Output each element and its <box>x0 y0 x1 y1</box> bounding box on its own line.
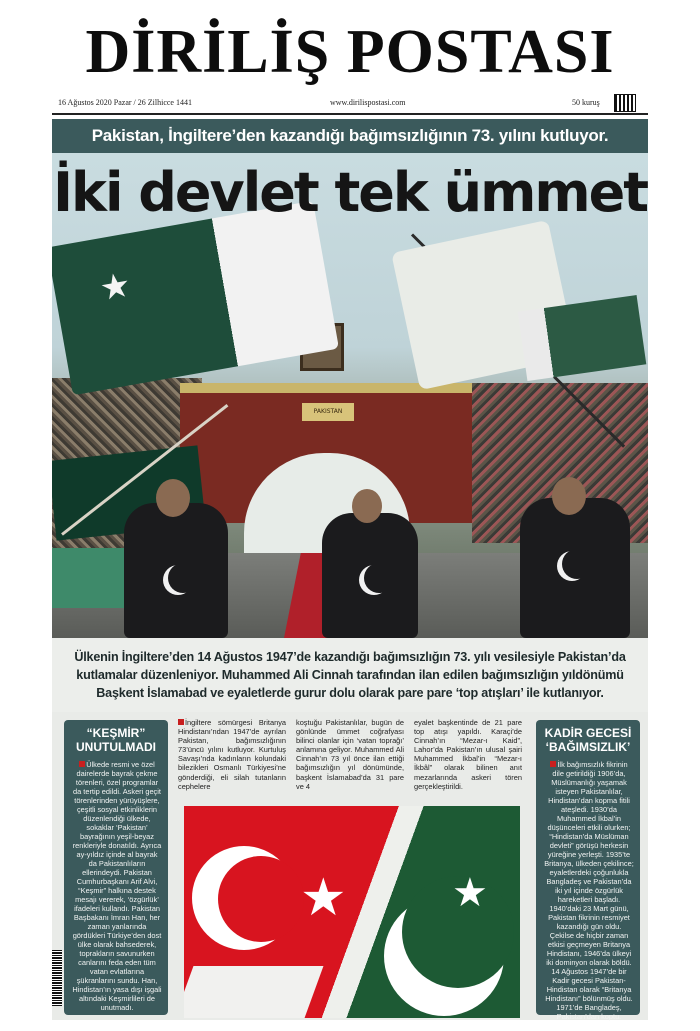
sidebar-box-right <box>536 720 640 1021</box>
sidebar-title-left: “KEŞMİR” UNUTULMADI <box>76 726 156 754</box>
sidebar-body-left <box>72 760 162 1012</box>
turkey-crescent-cut <box>218 856 304 942</box>
celebrant-head <box>156 479 190 517</box>
crescent-icon <box>168 563 198 593</box>
article-column: eyalet başkentinde de 21 pare top atışı yapıldı. Karaçi’de Cinnah’ın “Mezar-ı Kaid”, Lahor’da Pakistan’ın ulusal şairi Muhammed İkbal’in “Mezar-ı İkbâl” olarak bilinen anıt mezarlarında askeri tören gerçekleştirildi. <box>414 718 522 791</box>
issue-date: 16 Ağustos 2020 Pazar / 26 Zilhicce 1441 <box>58 98 192 107</box>
article-columns <box>178 718 528 802</box>
lead-photo <box>52 153 648 638</box>
pakistan-flag-white-band <box>184 966 323 1018</box>
barcode-icon <box>52 950 62 1006</box>
newspaper-front-page <box>52 12 648 1020</box>
bottom-section <box>52 712 648 1020</box>
sidebar-body-right <box>544 760 634 1021</box>
kicker-bar <box>52 119 648 153</box>
star-icon: ★ <box>300 868 347 928</box>
main-headline: İki devlet tek ümmet <box>52 161 648 224</box>
red-square-marker-icon <box>79 761 85 767</box>
pakistan-flag-right <box>518 295 647 381</box>
red-square-marker-icon <box>178 719 184 725</box>
sidebar-text-left: Ülkede resmi ve özel dairelerde bayrak çekme törenleri, özel programlar da tertip edildi. Askeri geçit törenlerinden yürüyüşlere, çeşitli sosyal etkinliklerin düzenlendiği ülkede, sokaklar ‘Pakistan’ bayrağının yeşil-beyaz renkleriyle donatıldı. Ayrıca ay-yıldız içinde al bayrak da Pakistanlıların ellerindeydi. Pakistan Cumhurbaşkanı Arif Alvi, “Keşmir” halkına destek mesajı vererek, ‘özgürlük’ ifadeleri kullandı. Pakistan Başbakanı İmran Han, her zaman yanlarında gördükleri Türkiye’den dost ülke olarak bahsederek, toprakların savunurken canlarını feda eden tüm vatan evlatlarına şükranlarını sundu. Han, Hindistan’ın yasa dışı işgali altındaki Keşmirlileri de unutmadı. <box>72 760 162 1012</box>
sidebar-box-left <box>64 720 168 1015</box>
star-icon: ★ <box>96 264 134 310</box>
masthead-rule <box>52 113 648 115</box>
newspaper-logo: DİRİLİŞ POSTASI <box>85 18 615 86</box>
crescent-icon <box>364 563 394 593</box>
sidebar-title-right: KADİR GECESİ ‘BAĞIMSIZLIK’ <box>544 726 632 754</box>
crescent-icon <box>562 549 592 579</box>
star-icon: ★ <box>452 870 488 916</box>
sidebar-text-right: İlk bağımsızlık fikrinin dile getirildiği 1906’da, Müslümanlığı yaşamak isteyen Pakistanlılar, Hindistan’dan kopma fitili ateşledi. 1930’da Muhammed İkbal’in düşünceleri etkili olurken; “Hindistan’da Müslüman devleti” görüşü herkesin yüreğine yerleşti. 1935’te Britanya, ülkeden çekilince; eyaletlerdeki çoğunlukla Bangladeş ve Pakistan’da iki yıl içinde özgürlük hareketleri başladı. 1940’daki 23 Mart günü, Pakistan fikrinin resmiyet kazandığı gün oldu. Çekilse de hiçbir zaman etkisi geçmeyen Britanya Hindistanı, 1946’da ülkeyi iki dominyon olarak böldü. 14 Ağustos 1947’de bir Kadir gecesi Pakistan-Hindistan olarak “Britanya Hindistanı” bölünmüş oldu. 1971’de Bangladeş, Pakistan’dan koptu. <box>544 760 634 1021</box>
masthead <box>52 12 648 120</box>
celebrant-head <box>352 489 382 523</box>
kicker-text: Pakistan, İngiltere’den kazandığı bağımsızlığının 73. yılını kutluyor. <box>91 126 609 145</box>
article-column: koştuğu Pakistanlılar, bugün de gönlünde ümmet coğrafyası bilinci olanlar için ‘vatan toprağı’ anlamına geliyor. Muhammed Ali Cinnah’ın 73 yıl önce ilan ettiği bağımsızlığın yıl dönümünde, başkent İslamabad’da 31 pare ve 4 <box>296 718 404 791</box>
article-column-text: İngiltere sömürgesi Britanya Hindistanı’ndan 1947’de ayrılan Pakistan, bağımsızlığının 73’üncü yılını kutluyor. Kurtuluş Savaşı’nda kadınların kolundaki bilezikleri Osmanlı Türkiyesi’ne gönderdiği, eli silah tutanların cephelere <box>178 718 286 791</box>
qr-code-icon <box>614 94 636 112</box>
article-column <box>178 718 286 791</box>
issue-price: 50 kuruş <box>572 98 600 107</box>
red-square-marker-icon <box>550 761 556 767</box>
flags-photo <box>184 806 520 1018</box>
lede-paragraph: Ülkenin İngiltere’den 14 Ağustos 1947’de kazandığı bağımsızlığın 73. yılı vesilesiyle Pakistan’da kutlamalar düzenleniyor. Muhammed Ali Cinnah tarafından ilan edilen bağımsızlığın yıldönümü Başkent İslamabad ve eyaletlerde gurur dolu olarak pare pare ‘top atışları’ ile kutlanıyor. <box>52 638 648 712</box>
masthead-meta <box>52 94 648 112</box>
pakistan-flag-left <box>52 201 339 396</box>
celebrant-head <box>552 477 586 515</box>
website-url[interactable]: www.dirilispostasi.com <box>330 98 406 107</box>
gate-sign: PAKISTAN <box>302 403 354 421</box>
